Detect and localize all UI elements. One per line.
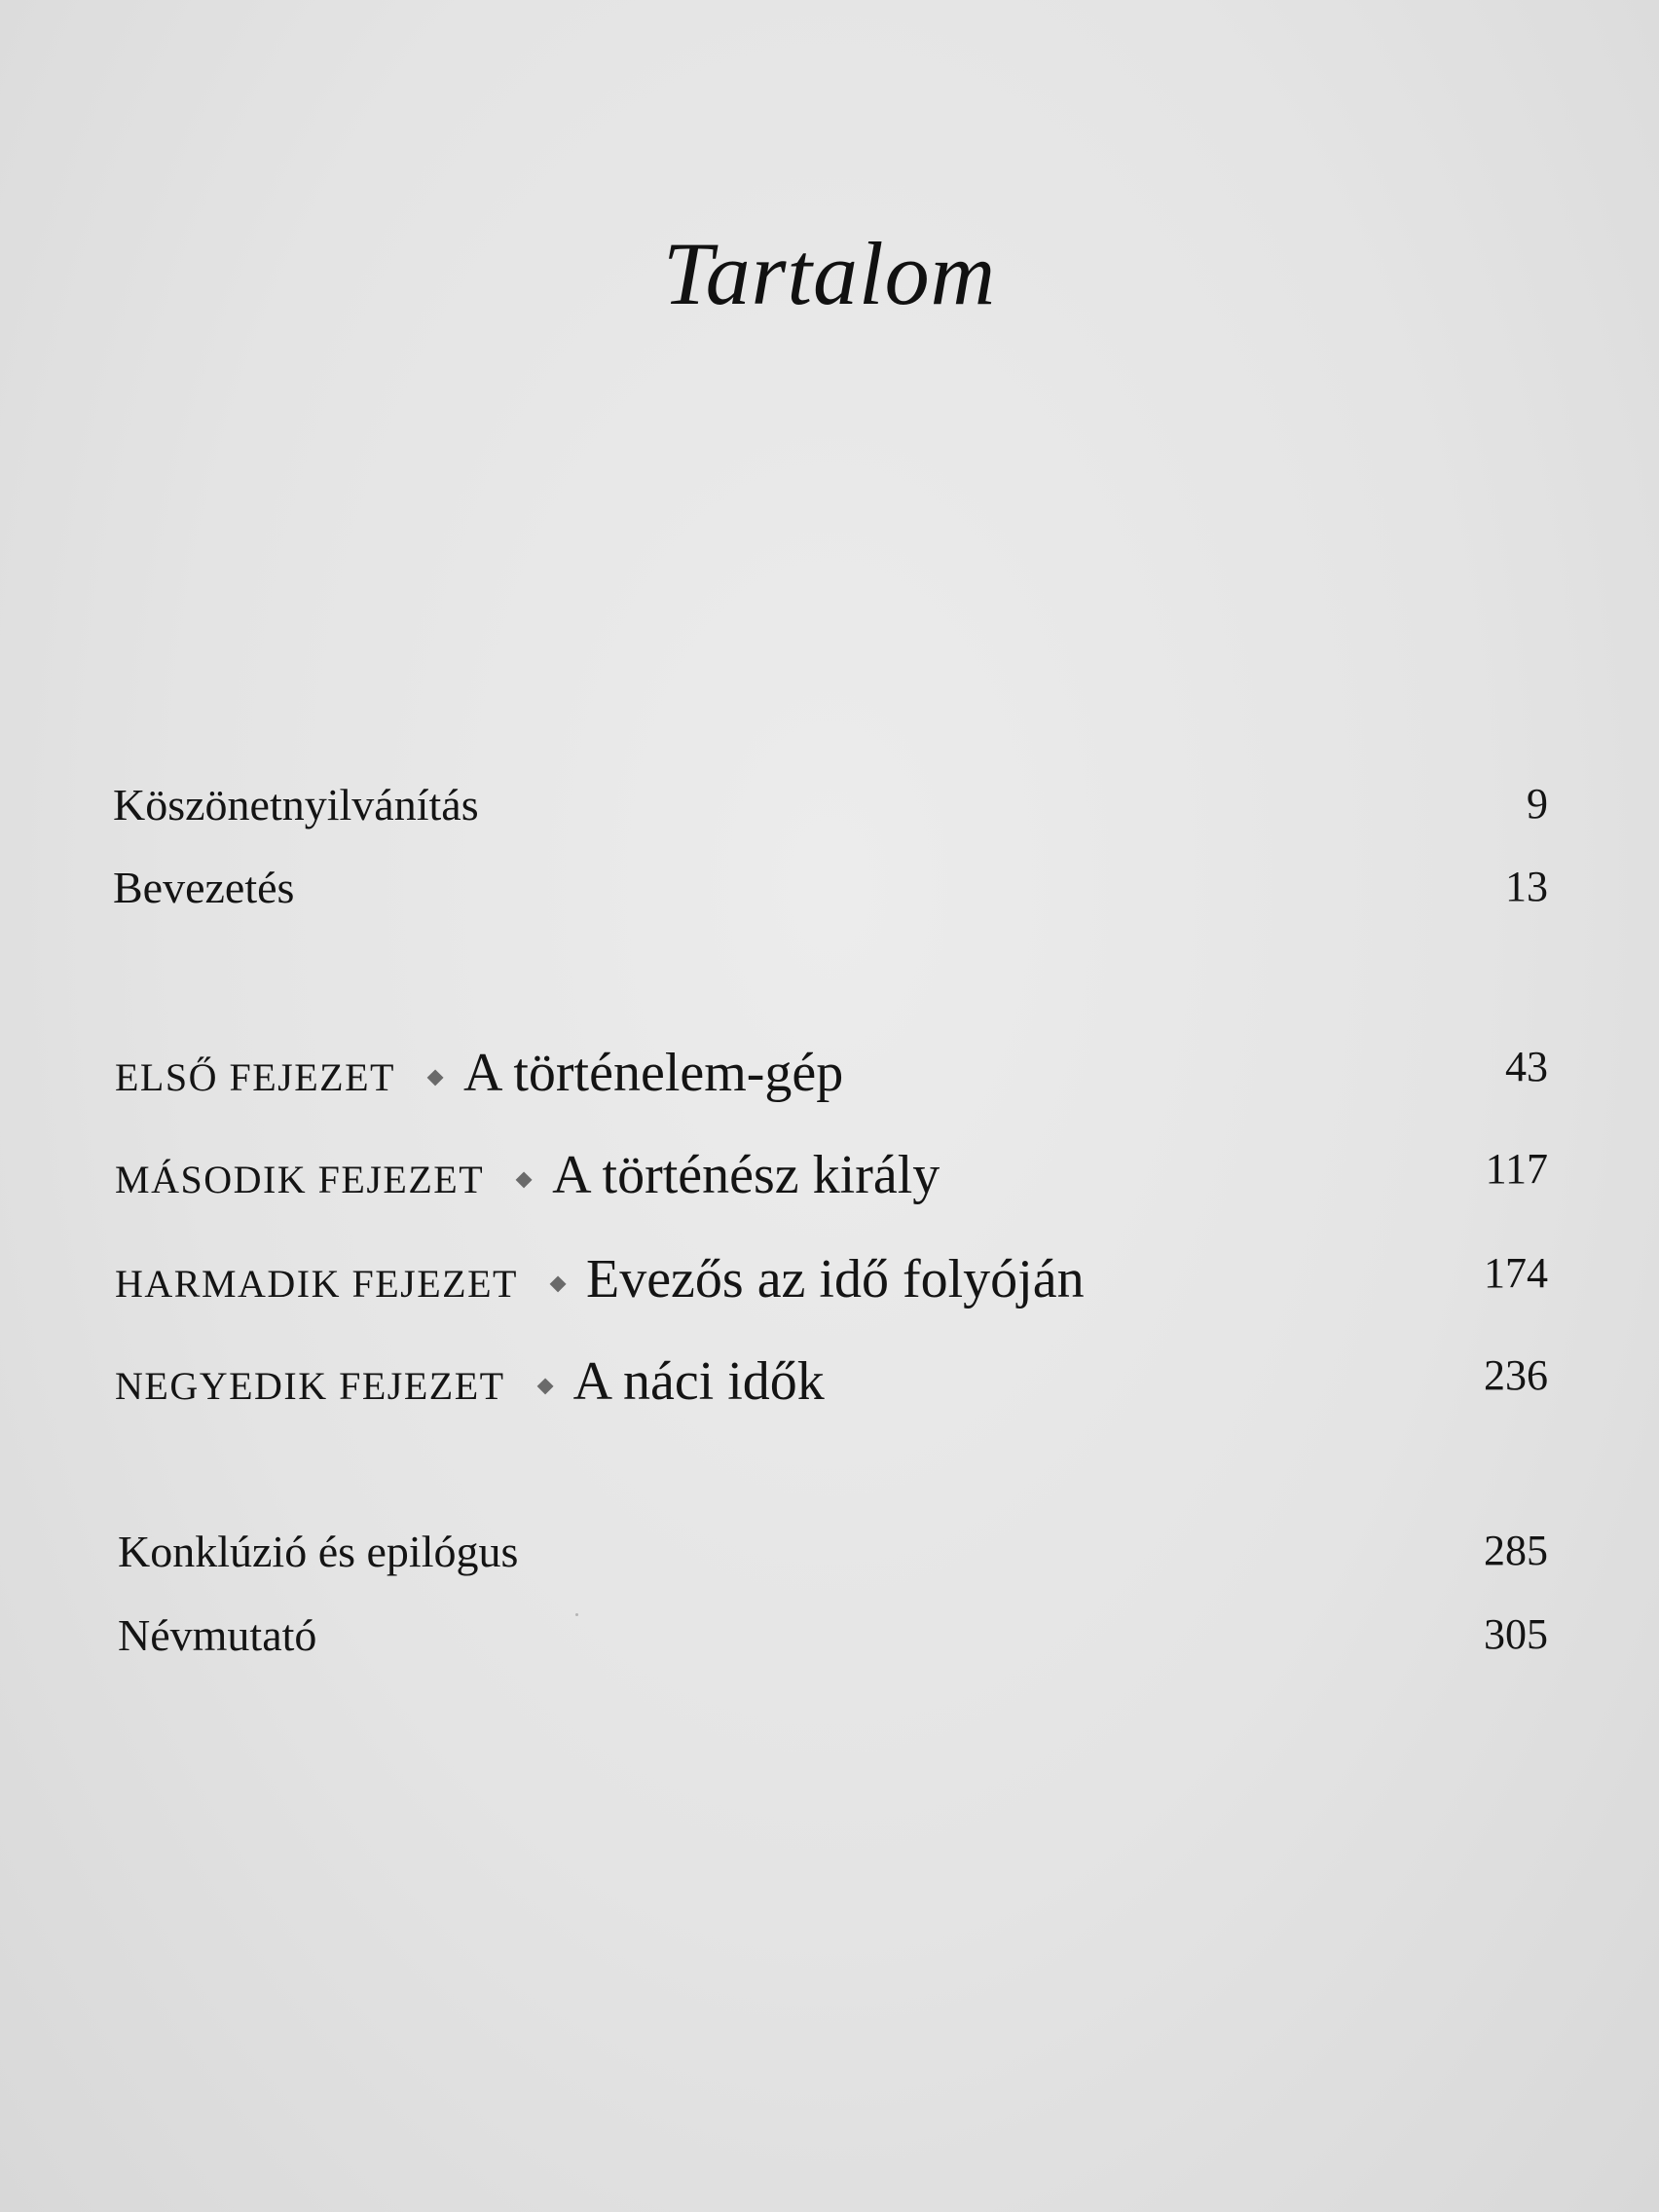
chapter-heading	[115, 1144, 940, 1206]
toc-chapter	[0, 1248, 1659, 1316]
chapter-heading	[115, 1248, 1085, 1310]
toc-page-number: 305	[1484, 1610, 1548, 1658]
toc-entry-label: Névmutató	[118, 1610, 317, 1660]
toc-entry-label: Konklúzió és epilógus	[118, 1527, 519, 1576]
toc-entry-label: Bevezetés	[113, 863, 295, 912]
toc-chapter	[0, 1042, 1659, 1110]
chapter-title: A történelem-gép	[462, 1043, 844, 1103]
toc-page-number: 285	[1484, 1527, 1548, 1574]
diamond-separator-icon	[536, 1378, 553, 1394]
chapter-title: Evezős az idő folyóján	[585, 1249, 1085, 1309]
page-title: Tartalom	[662, 224, 997, 323]
chapter-title: A történész király	[552, 1145, 940, 1205]
toc-entry	[0, 1609, 1659, 1677]
toc-chapter	[0, 1350, 1659, 1419]
diamond-separator-icon	[516, 1171, 533, 1188]
toc-page-number: 236	[1484, 1351, 1548, 1399]
diamond-separator-icon	[427, 1069, 444, 1086]
toc-entry	[0, 1526, 1659, 1594]
toc-page-number: 117	[1485, 1145, 1548, 1193]
diamond-separator-icon	[550, 1275, 567, 1292]
toc-page-number: 9	[1527, 780, 1548, 828]
toc-entry	[0, 779, 1659, 847]
chapter-heading	[115, 1350, 825, 1413]
toc-page-number: 43	[1505, 1043, 1548, 1090]
toc-page-number: 174	[1484, 1249, 1548, 1297]
chapter-label: ELSŐ FEJEZET	[115, 1055, 395, 1099]
toc-entry-label: Köszönetnyilvánítás	[113, 780, 479, 830]
toc-entry	[0, 862, 1659, 930]
toc-page-number: 13	[1505, 863, 1548, 910]
chapter-title: A náci idők	[572, 1351, 825, 1412]
chapter-label: HARMADIK FEJEZET	[115, 1262, 518, 1306]
chapter-heading	[115, 1042, 843, 1104]
chapter-label: NEGYEDIK FEJEZET	[115, 1364, 505, 1408]
chapter-label: MÁSODIK FEJEZET	[115, 1158, 485, 1201]
toc-chapter	[0, 1144, 1659, 1212]
